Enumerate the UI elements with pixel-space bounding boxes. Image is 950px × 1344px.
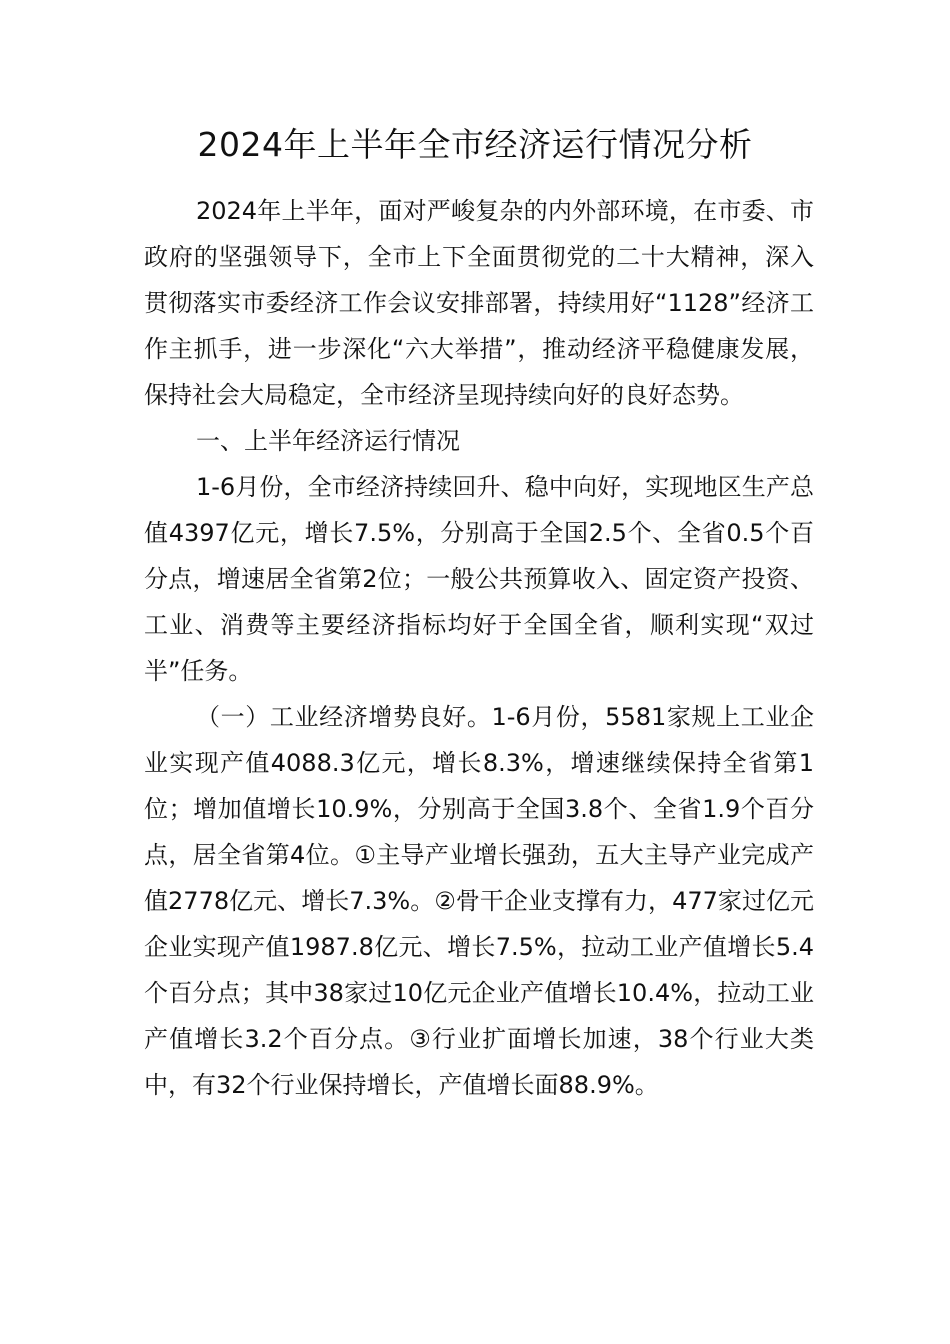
document-body <box>144 188 814 1108</box>
intro-paragraph: 2024年上半年，面对严峻复杂的内外部环境，在市委、市政府的坚强领导下，全市上下全面贯彻党的二十大精神，深入贯彻落实市委经济工作会议安排部署，持续用好“1128”经济工作主抓手，进一步深化“六大举措”，推动经济平稳健康发展，保持社会大局稳定，全市经济呈现持续向好的良好态势。 <box>144 197 814 409</box>
document-title: 2024年上半年全市经济运行情况分析 <box>197 125 753 164</box>
section-heading: 一、上半年经济运行情况 <box>196 427 460 455</box>
overview-paragraph: 1-6月份，全市经济持续回升、稳中向好，实现地区生产总值4397亿元，增长7.5%，分别高于全国2.5个、全省0.5个百分点，增速居全省第2位；一般公共预算收入、固定资产投资、工业、消费等主要经济指标均好于全国全省，顺利实现“双过半”任务。 <box>144 473 814 685</box>
industry-paragraph: （一）工业经济增势良好。1-6月份，5581家规上工业企业实现产值4088.3亿元，增长8.3%，增速继续保持全省第1位；增加值增长10.9%，分别高于全国3.8个、全省1.9个百分点，居全省第4位。①主导产业增长强劲，五大主导产业完成产值2778亿元、增长7.3%。②骨干企业支撑有力，477家过亿元企业实现产值1987.8亿元、增长7.5%，拉动工业产值增长5.4个百分点；其中38家过10亿元企业产值增长10.4%，拉动工业产值增长3.2个百分点。③行业扩面增长加速，38个行业大类中，有32个行业保持增长，产值增长面88.9%。 <box>144 703 814 1099</box>
